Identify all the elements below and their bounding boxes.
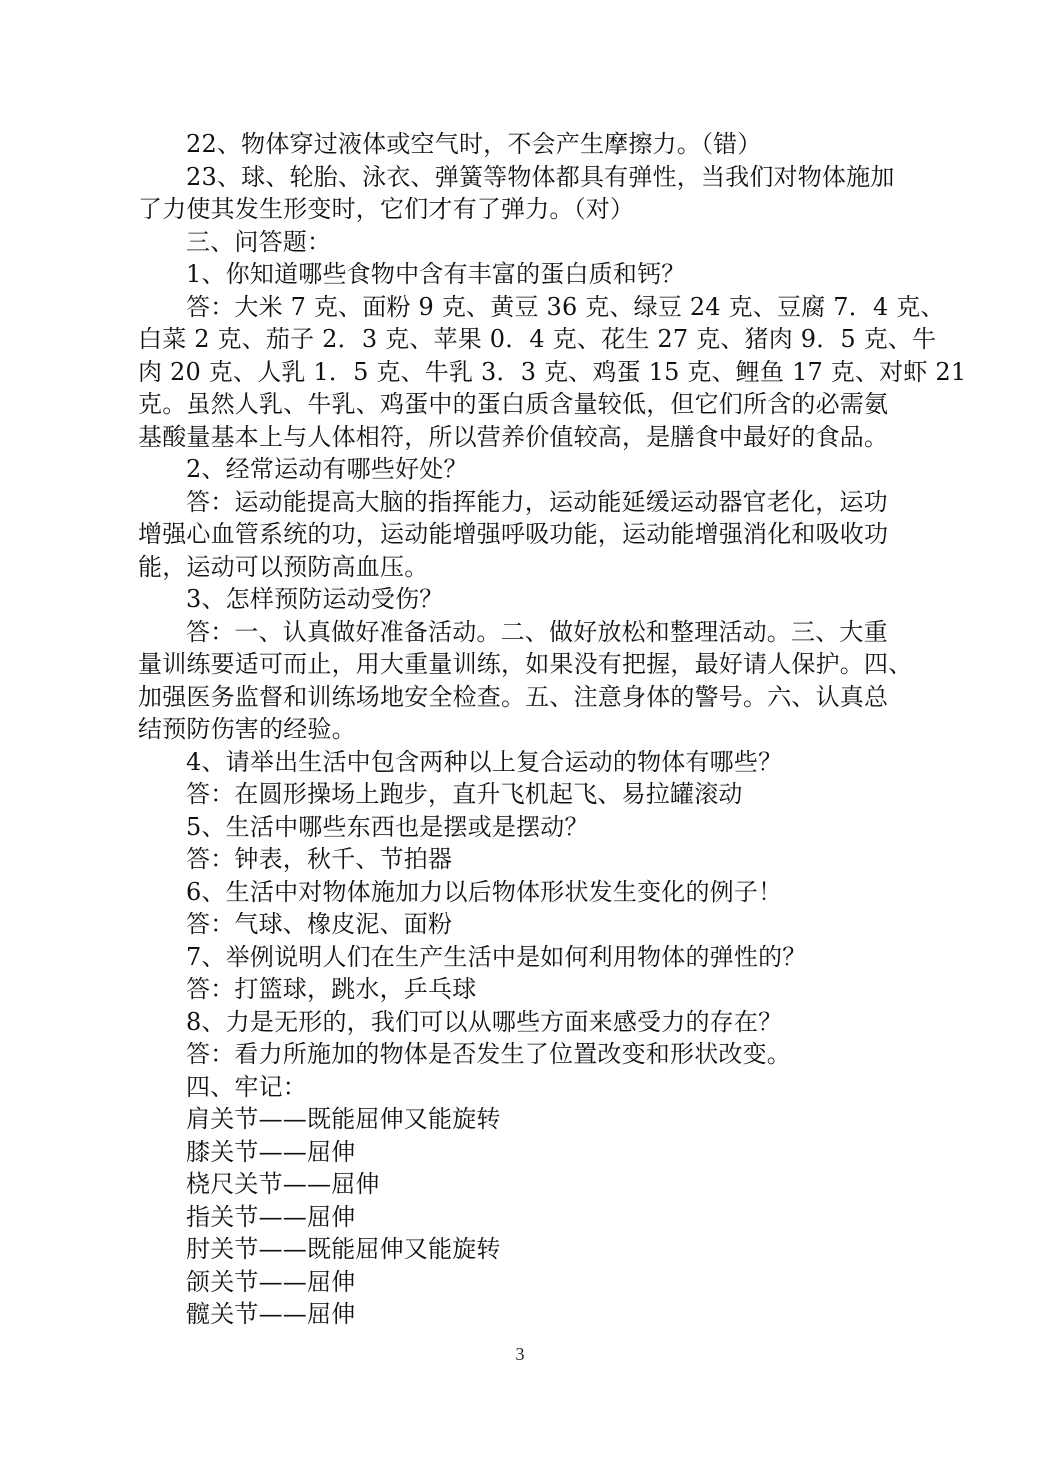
answer-line: 能，运动可以预防高血压。 (138, 552, 429, 581)
question-line: 4、请举出生活中包含两种以上复合运动的物体有哪些？ (186, 747, 783, 776)
answer-line: 克。虽然人乳、牛乳、鸡蛋中的蛋白质含量较低，但它们所含的必需氨 (138, 390, 889, 418)
answer-line: 结预防伤害的经验。 (138, 715, 356, 743)
text-line: 23、球、轮胎、泳衣、弹簧等物体都具有弹性，当我们对物体施加 (186, 162, 895, 191)
section-heading: 三、问答题： (186, 227, 332, 256)
answer-line: 答：大米 7 克、面粉 9 克、黄豆 36 克、绿豆 24 克、豆腐 7．4 克、 (186, 292, 945, 321)
answer-line: 肉 20 克、人乳 1．5 克、牛乳 3．3 克、鸡蛋 15 克、鲤鱼 17 克、对虾 21 (138, 357, 967, 386)
memo-line: 肩关节——既能屈伸又能旋转 (186, 1105, 501, 1133)
document-body (138, 128, 967, 1331)
question-line: 6、生活中对物体施加力以后物体形状发生变化的例子！ (186, 877, 783, 906)
question-line: 5、生活中哪些东西也是摆或是摆动？ (186, 812, 589, 841)
memo-line: 肘关节——既能屈伸又能旋转 (186, 1235, 501, 1263)
question-line: 3、怎样预防运动受伤？ (186, 585, 444, 613)
answer-line: 基酸量基本上与人体相符，所以营养价值较高，是膳食中最好的食品。 (138, 422, 889, 451)
answer-line: 答：气球、橡皮泥、面粉 (186, 910, 453, 938)
question-line: 8、力是无形的，我们可以从哪些方面来感受力的存在？ (186, 1007, 783, 1036)
question-line: 2、经常运动有哪些好处？ (186, 455, 468, 483)
answer-line: 答：看力所施加的物体是否发生了位置改变和形状改变。 (186, 1040, 791, 1068)
memo-line: 髋关节——屈伸 (186, 1300, 356, 1328)
text-line: 22、物体穿过液体或空气时，不会产生摩擦力。（错） (186, 130, 762, 158)
answer-line: 答：一、认真做好准备活动。二、做好放松和整理活动。三、大重 (186, 617, 888, 646)
memo-line: 桡尺关节——屈伸 (186, 1170, 380, 1198)
section-heading: 四、牢记： (186, 1072, 307, 1101)
text-line: 了力使其发生形变时，它们才有了弹力。（对） (138, 195, 635, 223)
answer-line: 量训练要适可而止，用大重量训练，如果没有把握，最好请人保护。四、 (138, 650, 913, 678)
answer-line: 增强心血管系统的功，运动能增强呼吸功能，运动能增强消化和吸收功 (138, 520, 889, 548)
memo-line: 指关节——屈伸 (186, 1202, 356, 1231)
memo-line: 膝关节——屈伸 (186, 1137, 356, 1166)
answer-line: 白菜 2 克、茄子 2．3 克、苹果 0．4 克、花生 27 克、猪肉 9．5 克、牛 (138, 325, 937, 353)
answer-line: 答：打篮球，跳水，乒乓球 (186, 975, 477, 1003)
page-number: 3 (515, 1344, 525, 1364)
answer-line: 答：钟表，秋千、节拍器 (186, 845, 453, 873)
answer-line: 答：运动能提高大脑的指挥能力，运动能延缓运动器官老化，运功 (186, 487, 888, 516)
answer-line: 加强医务监督和训练场地安全检查。五、注意身体的警号。六、认真总 (138, 682, 889, 711)
answer-line: 答：在圆形操场上跑步，直升飞机起飞、易拉罐滚动 (186, 780, 743, 808)
memo-line: 颌关节——屈伸 (186, 1267, 356, 1296)
question-line: 7、举例说明人们在生产生活中是如何利用物体的弹性的？ (186, 942, 807, 971)
question-line: 1、你知道哪些食物中含有丰富的蛋白质和钙？ (186, 260, 686, 288)
